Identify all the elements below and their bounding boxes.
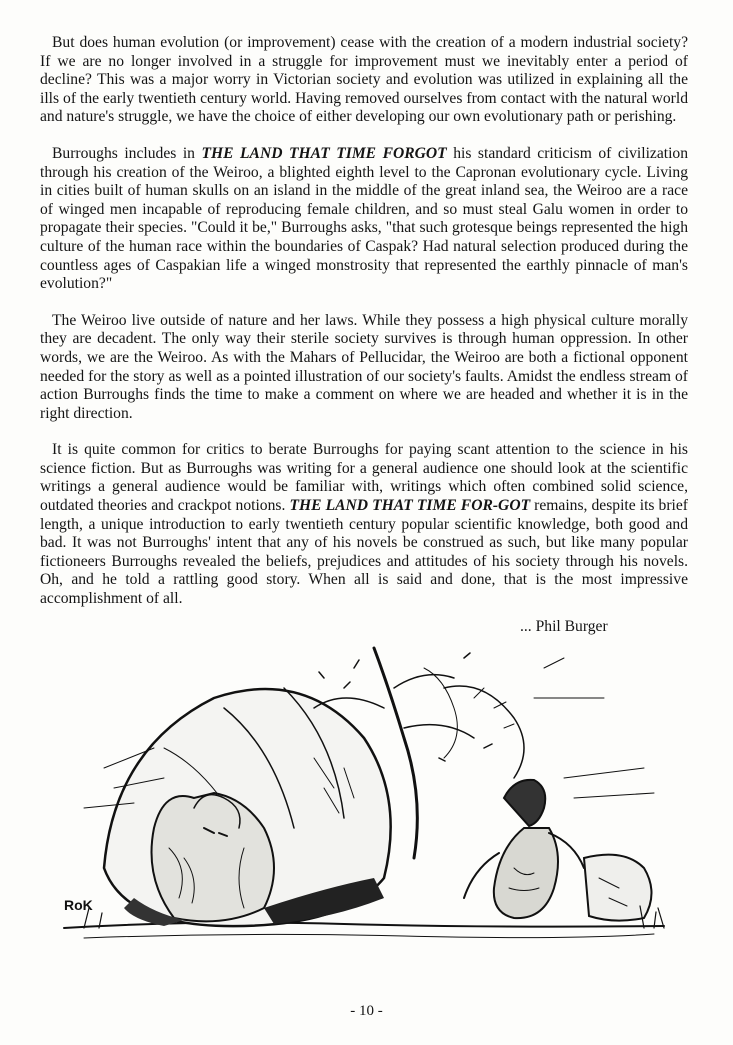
- book-title: THE LAND THAT TIME FORGOT: [201, 144, 447, 162]
- paragraph-4-text-a: It is quite common for critics to berate Burroughs for paying scant attention to the science in his science fiction. But as Burroughs was writing for a general audience one should look at the scientific writings a general audience would be familiar with, writings which often combined solid science, outdated theories and crackpot notions.: [40, 441, 688, 515]
- paragraph-3: [40, 312, 688, 424]
- article-body: [40, 34, 688, 627]
- page-number: - 10 -: [350, 1003, 383, 1019]
- book-title: THE LAND THAT TIME FOR-GOT: [289, 497, 531, 515]
- paragraph-2-text-b: his standard criticism of civilization through his creation of the Weiroo, a blighted eighth level to the Capronan evolutionary cycle. Living in cities built of human skulls on an island in the middle of the great inland sea, the Weiroo are a race of winged men incapable of reproducing female children, and so must steal Galu women in order to propagate their species. "Could it be," Burroughs asks, "that such grotesque beings represented the high culture of the human race within the boundaries of Caspak? Had natural selection produced during the countless ages of Caspakian life a winged monstrosity that represented the earthly pinnacle of man's evolution?": [40, 144, 688, 293]
- artist-signature: RoK: [64, 897, 93, 913]
- pen-ink-illustration: [44, 628, 684, 954]
- author-signature: ... Phil Burger: [520, 618, 608, 635]
- paragraph-1: [40, 34, 688, 127]
- paragraph-4-text-b: remains, despite its brief length, a unique introduction to early twentieth century popular scientific knowledge, both good and bad. It was not Burroughs' intent that any of his novels be construed as such, but like many popular fictioneers Burroughs revealed the beliefs, prejudices and attitudes of his society through his novels. Oh, and he told a rattling good story. When all is said and done, that is the most impressive accomplishment of all.: [40, 497, 688, 608]
- ink-group: [64, 648, 664, 938]
- paragraph-4: [40, 441, 688, 608]
- paragraph-3-text: The Weiroo live outside of nature and her laws. While they possess a high physical culture morally they are decadent. The only way their sterile society survives is through human oppression. In other words, we are the Weiroo. As with the Mahars of Pellucidar, the Weiroo are both a fictional opponent needed for the story as well as a pointed illustration of our society's faults. Amidst the endless stream of action Burroughs finds the time to make a comment on where we are headed and whether it is in the right direction.: [40, 311, 688, 422]
- paragraph-2-text-a: Burroughs includes in: [52, 144, 202, 162]
- paragraph-1-text: But does human evolution (or improvement) cease with the creation of a modern industrial society? If we are no longer involved in a struggle for improvement must we inevitably enter a period of decline? This was a major worry in Victorian society and evolution was utilized in explaining all the ills of the early twentieth century world. Having removed ourselves from contact with the natural world and nature's struggle, we have the choice of either developing our own evolutionary path or perishing.: [40, 34, 688, 126]
- paragraph-2: [40, 145, 688, 294]
